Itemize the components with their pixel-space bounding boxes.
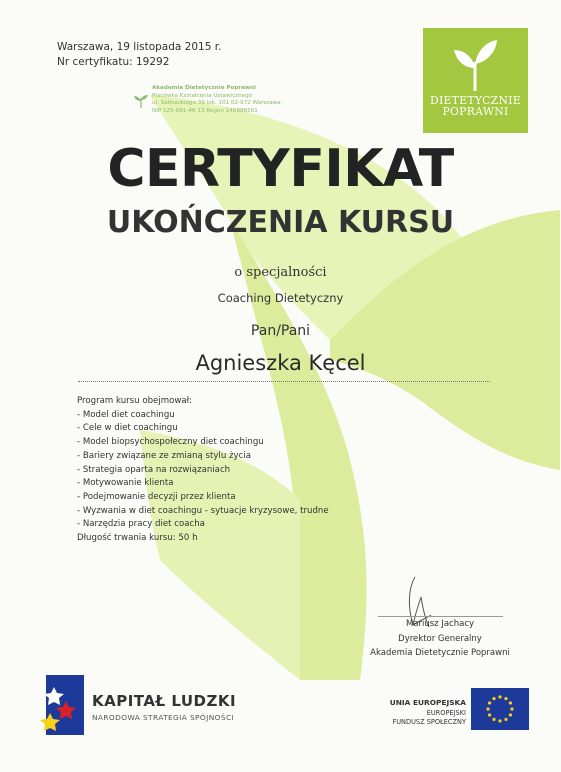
kapital-ludzki-subtitle: NARODOWA STRATEGIA SPÓJNOŚCI (92, 713, 235, 722)
program-item: - Bariery związane ze zmianą stylu życia (77, 450, 251, 461)
sprout-icon (453, 38, 498, 92)
program-item: - Motywowanie klienta (77, 478, 174, 489)
recipient-name: Agnieszka Kęcel (195, 351, 366, 375)
signer-role: Dyrektor Generalny (398, 634, 482, 644)
stamp-line: Akademia Dietetycznie Poprawni (152, 85, 256, 91)
program-list (77, 395, 329, 546)
specialty-label: o specjalności (234, 265, 327, 280)
logo-line1: DIETETYCZNIE (430, 94, 521, 107)
eu-subtitle-2: FUNDUSZ SPOŁECZNY (392, 718, 466, 726)
stamp-line: ul. Salinackiego 39 lok. 101 02-972 Warszawa (152, 100, 281, 107)
signer-organization: Akademia Dietetycznie Poprawni (370, 648, 510, 658)
stamp-sprout-icon (133, 93, 149, 109)
logo-line2: POPRAWNI (442, 105, 509, 118)
logo-text (423, 95, 528, 117)
kapital-ludzki-logo-icon (40, 675, 86, 735)
program-item: - Wyzwania w diet coachingu - sytuacje kryzysowe, trudne (77, 505, 329, 516)
stamp-line: Placówka Kształcenia Ustawicznego (152, 92, 253, 99)
program-item: - Narzędzia pracy diet coacha (77, 519, 205, 530)
eu-subtitle-1: EUROPEJSKI (426, 709, 466, 717)
stamp (152, 85, 281, 115)
certificate-number: Nr certyfikatu: 19292 (57, 56, 170, 68)
course-name: Coaching Dietetyczny (217, 291, 344, 305)
program-heading: Program kursu obejmował: (77, 396, 192, 406)
dotted-divider (78, 381, 490, 382)
program-duration: Długość trwania kursu: 50 h (77, 533, 198, 544)
program-item: - Model diet coachingu (77, 409, 175, 420)
stamp-line: NIP 125-091-46-13 Regon 146886561 (152, 107, 258, 114)
signer-name: Mariusz Jachacy (405, 619, 475, 629)
salutation: Pan/Pani (250, 323, 311, 339)
place-date: Warszawa, 19 listopada 2015 r. (57, 41, 222, 53)
program-item: - Strategia oparta na rozwiązaniach (77, 464, 231, 475)
certificate-subtitle: UKOŃCZENIA KURSU (106, 205, 455, 240)
program-item: - Model biopsychospołeczny diet coachingu (77, 437, 264, 448)
kapital-ludzki-title: KAPITAŁ LUDZKI (92, 692, 237, 710)
program-item: - Cele w diet coachingu (77, 423, 178, 434)
eu-title: UNIA EUROPEJSKA (389, 698, 466, 707)
certificate-title: CERTYFIKAT (107, 139, 454, 199)
signature-line (378, 616, 503, 617)
program-item: - Podejmowanie decyzji przez klienta (77, 491, 236, 502)
eu-flag-icon (471, 688, 529, 730)
